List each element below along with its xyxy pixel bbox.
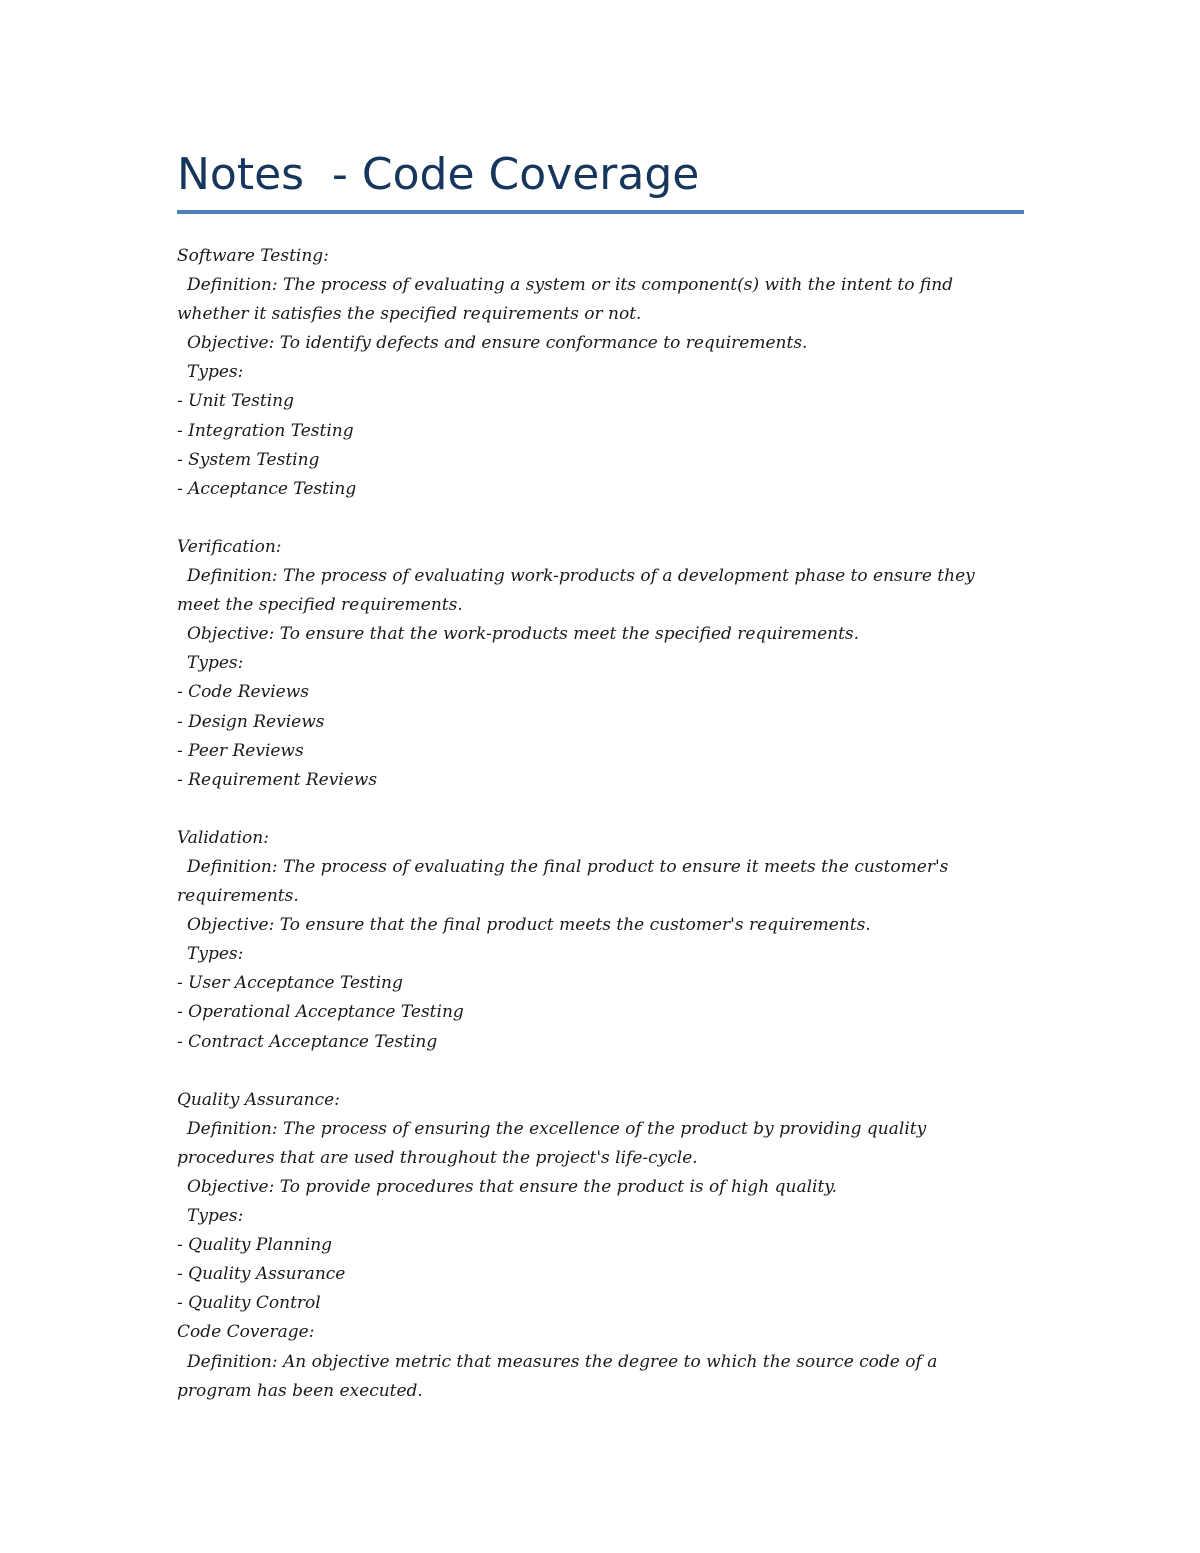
types-label: Types: [187,944,244,965]
list-item: - Unit Testing [177,391,294,412]
notes-body [177,242,1024,1406]
section-heading: Verification: [177,536,282,557]
objective-line: Objective: To ensure that the work-products meet the specified requirements. [187,624,860,645]
section-quality-assurance [177,1086,1024,1319]
definition-line: meet the specified requirements. [177,595,463,616]
list-item: - Design Reviews [177,711,325,732]
definition-line: Definition: The process of evaluating work-products of a development phase to ensure they [187,566,975,587]
blank-line [177,1057,1024,1086]
section-heading: Code Coverage: [177,1322,315,1343]
list-item: - Quality Planning [177,1235,333,1256]
types-label: Types: [187,362,244,383]
definition-line: procedures that are used throughout the project's life-cycle. [177,1147,698,1168]
list-item: - Acceptance Testing [177,478,357,499]
title-underline [177,210,1024,214]
definition-line: Definition: An objective metric that measures the degree to which the source code of a [187,1351,938,1372]
types-label: Types: [187,1206,244,1227]
objective-line: Objective: To ensure that the final product meets the customer's requirements. [187,915,871,936]
objective-line: Objective: To provide procedures that ensure the product is of high quality. [187,1177,838,1197]
list-item: - System Testing [177,449,320,470]
section-software-testing [177,242,1024,504]
blank-line [177,504,1024,533]
section-validation [177,824,1024,1057]
section-heading: Software Testing: [177,246,329,266]
definition-line: Definition: The process of evaluating a system or its component(s) with the intent to find [187,275,954,296]
list-item: - Quality Assurance [177,1264,346,1285]
definition-line: whether it satisfies the specified requirements or not. [177,304,642,325]
list-item: - User Acceptance Testing [177,973,403,994]
objective-line: Objective: To identify defects and ensure conformance to requirements. [187,333,808,354]
list-item: - Code Reviews [177,682,309,703]
list-item: - Contract Acceptance Testing [177,1031,438,1052]
section-heading: Quality Assurance: [177,1089,340,1110]
list-item: - Peer Reviews [177,740,304,761]
definition-line: Definition: The process of ensuring the excellence of the product by providing quality [187,1118,927,1139]
list-item: - Quality Control [177,1293,321,1314]
section-verification [177,533,1024,795]
list-item: - Requirement Reviews [177,769,378,790]
definition-line: program has been executed. [177,1380,423,1401]
definition-line: requirements. [177,886,299,907]
section-heading: Validation: [177,827,269,848]
page-title: Notes - Code Coverage [177,149,700,200]
list-item: - Integration Testing [177,420,354,441]
types-label: Types: [187,653,244,674]
section-code-coverage [177,1318,1024,1405]
list-item: - Operational Acceptance Testing [177,1002,464,1023]
blank-line [177,795,1024,824]
definition-line: Definition: The process of evaluating the final product to ensure it meets the customer's [187,856,949,877]
